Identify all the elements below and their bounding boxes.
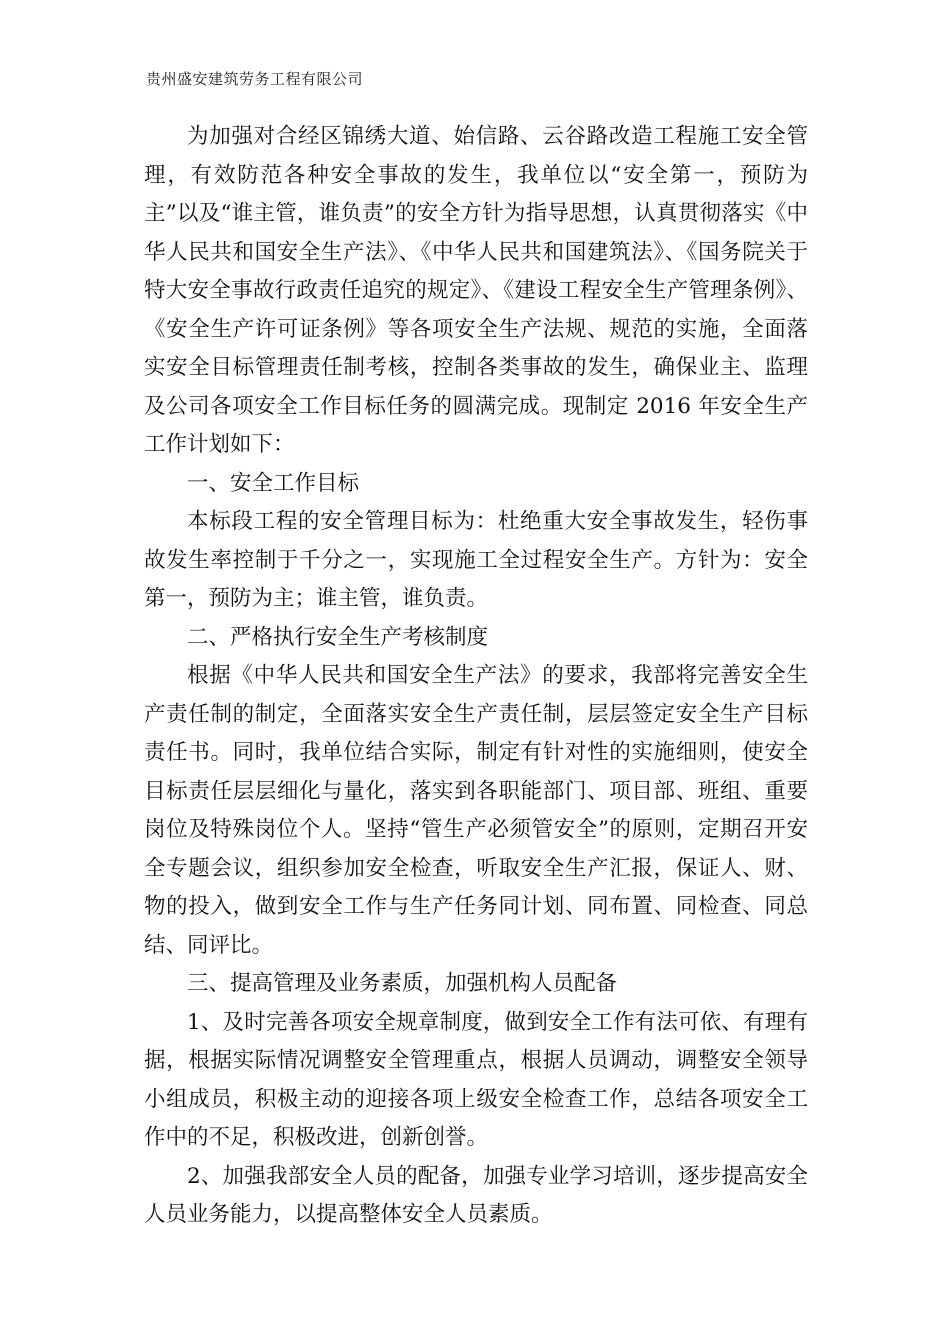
document-body [144,118,808,1235]
section-1-paragraph: 本标段工程的安全管理目标为：杜绝重大安全事故发生，轻伤事故发生率控制于千分之一，实现施工全过程安全生产。方针为：安全第一，预防为主；谁主管，谁负责。 [144,509,808,611]
section-3-item-2: 2、加强我部安全人员的配备，加强专业学习培训，逐步提高安全人员业务能力，以提高整体安全人员素质。 [144,1163,808,1227]
section-heading-3: 三、提高管理及业务素质，加强机构人员配备 [187,971,618,996]
section-heading-1: 一、安全工作目标 [187,470,360,496]
section-2-paragraph: 根据《中华人民共和国安全生产法》的要求，我部将完善安全生产责任制的制定，全面落实安全生产责任制，层层签定安全生产目标责任书。同时，我单位结合实际，制定有针对性的实施细则，使安全目标责任层层细化与量化，落实到各职能部门、项目部、班组、重要岗位及特殊岗位个人。坚持“管生产必须管安全”的原则，定期召开安全专题会议，组织参加安全检查，听取安全生产汇报，保证人、财、物的投入，做到安全工作与生产任务同计划、同布置、同检查、同总结、同评比。 [144,663,808,958]
intro-paragraph: 为加强对合经区锦绣大道、始信路、云谷路改造工程施工安全管理，有效防范各种安全事故的发生，我单位以“安全第一，预防为主”以及“谁主管，谁负责”的安全方针为指导思想，认真贯彻落实《中华人民共和国安全生产法》、《中华人民共和国建筑法》、《国务院关于特大安全事故行政责任追究的规定》、《建设工程安全生产管理条例》、《安全生产许可证条例》等各项安全生产法规、规范的实施，全面落实安全目标管理责任制考核，控制各类事故的发生，确保业主、监理及公司各项安全工作目标任务的圆满完成。现制定 2016 年安全生产工作计划如下： [144,124,808,457]
section-heading-2: 二、严格执行安全生产考核制度 [187,624,489,650]
section-3-item-1: 1、及时完善各项安全规章制度，做到安全工作有法可依、有理有据，根据实际情况调整安全管理重点，根据人员调动，调整安全领导小组成员，积极主动的迎接各项上级安全检查工作，总结各项安全工作中的不足，积极改进，创新创誉。 [144,1009,808,1150]
company-header: 贵州盛安建筑劳务工程有限公司 [146,70,364,88]
